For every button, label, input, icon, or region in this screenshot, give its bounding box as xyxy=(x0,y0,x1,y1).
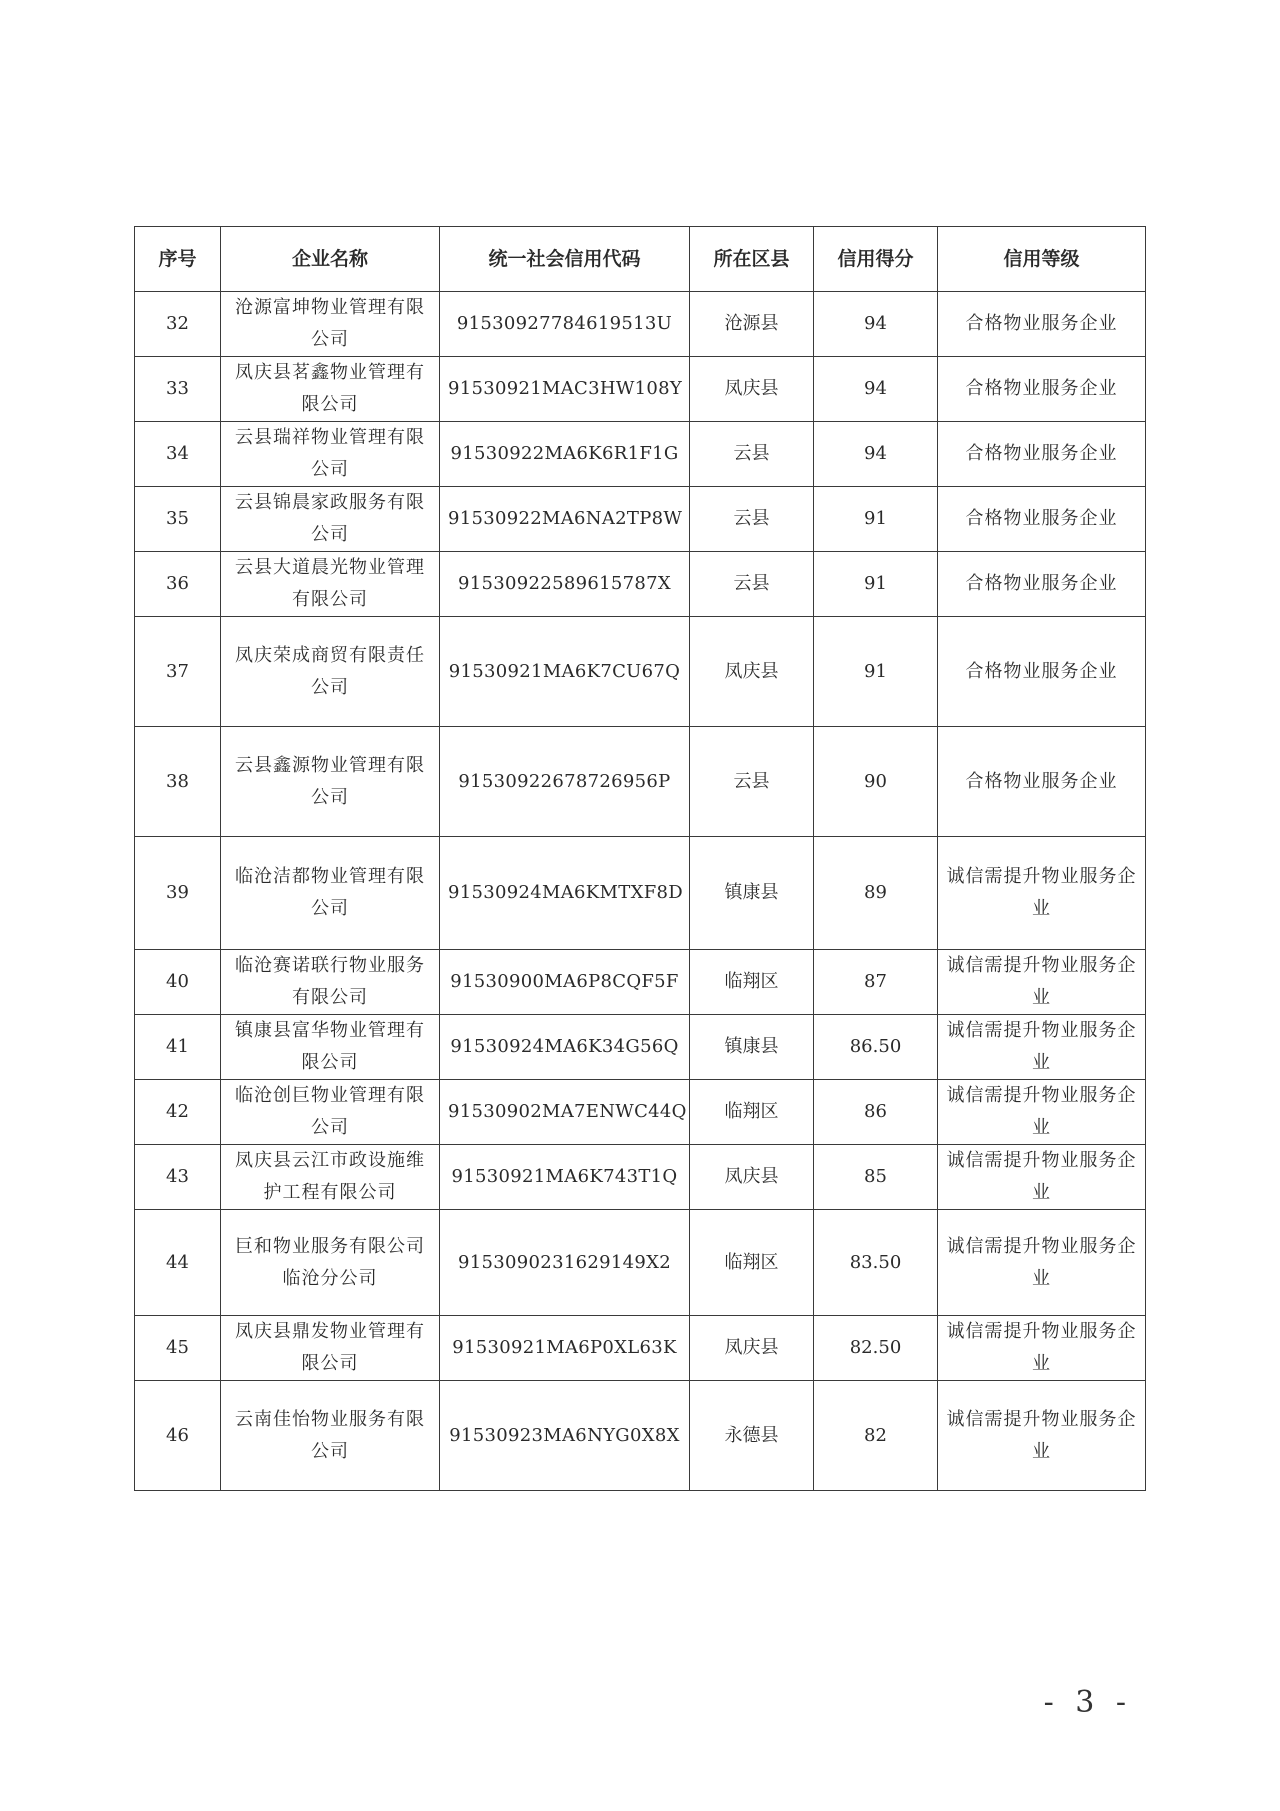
cell-no: 33 xyxy=(135,357,221,422)
cell-score: 91 xyxy=(814,617,938,727)
cell-level: 合格物业服务企业 xyxy=(938,292,1146,357)
cell-name: 临沧洁都物业管理有限公司 xyxy=(221,837,440,950)
cell-score: 87 xyxy=(814,950,938,1015)
cell-county: 云县 xyxy=(690,727,814,837)
table-row xyxy=(135,1015,1146,1080)
header-county: 所在区县 xyxy=(690,227,814,292)
cell-score: 86.50 xyxy=(814,1015,938,1080)
cell-level: 诚信需提升物业服务企业 xyxy=(938,837,1146,950)
table-row xyxy=(135,617,1146,727)
table-row xyxy=(135,950,1146,1015)
credit-rating-table xyxy=(134,226,1146,1491)
cell-score: 94 xyxy=(814,292,938,357)
table-row xyxy=(135,487,1146,552)
cell-score: 83.50 xyxy=(814,1210,938,1316)
cell-score: 91 xyxy=(814,552,938,617)
cell-score: 82 xyxy=(814,1381,938,1491)
cell-county: 凤庆县 xyxy=(690,617,814,727)
cell-name: 巨和物业服务有限公司临沧分公司 xyxy=(221,1210,440,1316)
cell-level: 合格物业服务企业 xyxy=(938,487,1146,552)
cell-score: 90 xyxy=(814,727,938,837)
cell-name: 凤庆县云江市政设施维护工程有限公司 xyxy=(221,1145,440,1210)
cell-county: 临翔区 xyxy=(690,950,814,1015)
cell-name: 凤庆县鼎发物业管理有限公司 xyxy=(221,1316,440,1381)
cell-no: 45 xyxy=(135,1316,221,1381)
cell-score: 85 xyxy=(814,1145,938,1210)
cell-level: 诚信需提升物业服务企业 xyxy=(938,1080,1146,1145)
table-row xyxy=(135,1080,1146,1145)
cell-code: 91530921MA6K743T1Q xyxy=(440,1145,690,1210)
cell-county: 镇康县 xyxy=(690,1015,814,1080)
cell-no: 46 xyxy=(135,1381,221,1491)
cell-score: 94 xyxy=(814,422,938,487)
cell-no: 35 xyxy=(135,487,221,552)
cell-code: 91530922678726956P xyxy=(440,727,690,837)
cell-name: 云县鑫源物业管理有限公司 xyxy=(221,727,440,837)
cell-county: 云县 xyxy=(690,552,814,617)
cell-score: 86 xyxy=(814,1080,938,1145)
cell-name: 临沧赛诺联行物业服务有限公司 xyxy=(221,950,440,1015)
cell-name: 云县锦晨家政服务有限公司 xyxy=(221,487,440,552)
table-row xyxy=(135,1381,1146,1491)
cell-no: 32 xyxy=(135,292,221,357)
header-score: 信用得分 xyxy=(814,227,938,292)
cell-score: 82.50 xyxy=(814,1316,938,1381)
cell-code: 91530923MA6NYG0X8X xyxy=(440,1381,690,1491)
table-row xyxy=(135,1316,1146,1381)
cell-code: 91530902MA7ENWC44Q xyxy=(440,1080,690,1145)
cell-code: 91530924MA6K34G56Q xyxy=(440,1015,690,1080)
cell-no: 34 xyxy=(135,422,221,487)
cell-level: 诚信需提升物业服务企业 xyxy=(938,1210,1146,1316)
cell-name: 凤庆县茗鑫物业管理有限公司 xyxy=(221,357,440,422)
cell-county: 云县 xyxy=(690,422,814,487)
cell-no: 40 xyxy=(135,950,221,1015)
table-body xyxy=(135,292,1146,1491)
cell-score: 94 xyxy=(814,357,938,422)
cell-county: 凤庆县 xyxy=(690,357,814,422)
table-row xyxy=(135,1145,1146,1210)
cell-name: 镇康县富华物业管理有限公司 xyxy=(221,1015,440,1080)
header-no: 序号 xyxy=(135,227,221,292)
cell-level: 诚信需提升物业服务企业 xyxy=(938,1381,1146,1491)
cell-no: 41 xyxy=(135,1015,221,1080)
cell-county: 凤庆县 xyxy=(690,1145,814,1210)
cell-no: 43 xyxy=(135,1145,221,1210)
header-level: 信用等级 xyxy=(938,227,1146,292)
header-code: 统一社会信用代码 xyxy=(440,227,690,292)
cell-no: 36 xyxy=(135,552,221,617)
cell-level: 合格物业服务企业 xyxy=(938,727,1146,837)
cell-county: 临翔区 xyxy=(690,1210,814,1316)
cell-code: 91530922589615787X xyxy=(440,552,690,617)
cell-code: 91530924MA6KMTXF8D xyxy=(440,837,690,950)
cell-level: 合格物业服务企业 xyxy=(938,422,1146,487)
cell-no: 37 xyxy=(135,617,221,727)
cell-no: 44 xyxy=(135,1210,221,1316)
cell-county: 永德县 xyxy=(690,1381,814,1491)
cell-name: 凤庆荣成商贸有限责任公司 xyxy=(221,617,440,727)
table-header-row xyxy=(135,227,1146,292)
cell-county: 云县 xyxy=(690,487,814,552)
cell-code: 91530922MA6K6R1F1G xyxy=(440,422,690,487)
cell-score: 89 xyxy=(814,837,938,950)
cell-code: 9153090231629149X2 xyxy=(440,1210,690,1316)
cell-level: 诚信需提升物业服务企业 xyxy=(938,1015,1146,1080)
header-name: 企业名称 xyxy=(221,227,440,292)
cell-level: 诚信需提升物业服务企业 xyxy=(938,950,1146,1015)
cell-level: 诚信需提升物业服务企业 xyxy=(938,1316,1146,1381)
cell-county: 凤庆县 xyxy=(690,1316,814,1381)
cell-name: 沧源富坤物业管理有限公司 xyxy=(221,292,440,357)
cell-county: 临翔区 xyxy=(690,1080,814,1145)
cell-level: 合格物业服务企业 xyxy=(938,552,1146,617)
cell-level: 合格物业服务企业 xyxy=(938,357,1146,422)
cell-code: 91530921MA6K7CU67Q xyxy=(440,617,690,727)
table-row xyxy=(135,292,1146,357)
cell-score: 91 xyxy=(814,487,938,552)
table-row xyxy=(135,727,1146,837)
cell-level: 合格物业服务企业 xyxy=(938,617,1146,727)
cell-no: 38 xyxy=(135,727,221,837)
cell-level: 诚信需提升物业服务企业 xyxy=(938,1145,1146,1210)
cell-code: 91530921MA6P0XL63K xyxy=(440,1316,690,1381)
table-row xyxy=(135,837,1146,950)
table-row xyxy=(135,552,1146,617)
cell-name: 云县瑞祥物业管理有限公司 xyxy=(221,422,440,487)
cell-code: 91530900MA6P8CQF5F xyxy=(440,950,690,1015)
cell-name: 临沧创巨物业管理有限公司 xyxy=(221,1080,440,1145)
cell-no: 39 xyxy=(135,837,221,950)
cell-county: 镇康县 xyxy=(690,837,814,950)
cell-code: 91530927784619513U xyxy=(440,292,690,357)
table-row xyxy=(135,357,1146,422)
cell-code: 91530921MAC3HW108Y xyxy=(440,357,690,422)
table-row xyxy=(135,422,1146,487)
cell-county: 沧源县 xyxy=(690,292,814,357)
table-row xyxy=(135,1210,1146,1316)
cell-code: 91530922MA6NA2TP8W xyxy=(440,487,690,552)
page-number: - 3 - xyxy=(1043,1685,1132,1720)
cell-name: 云县大道晨光物业管理有限公司 xyxy=(221,552,440,617)
cell-name: 云南佳怡物业服务有限公司 xyxy=(221,1381,440,1491)
cell-no: 42 xyxy=(135,1080,221,1145)
